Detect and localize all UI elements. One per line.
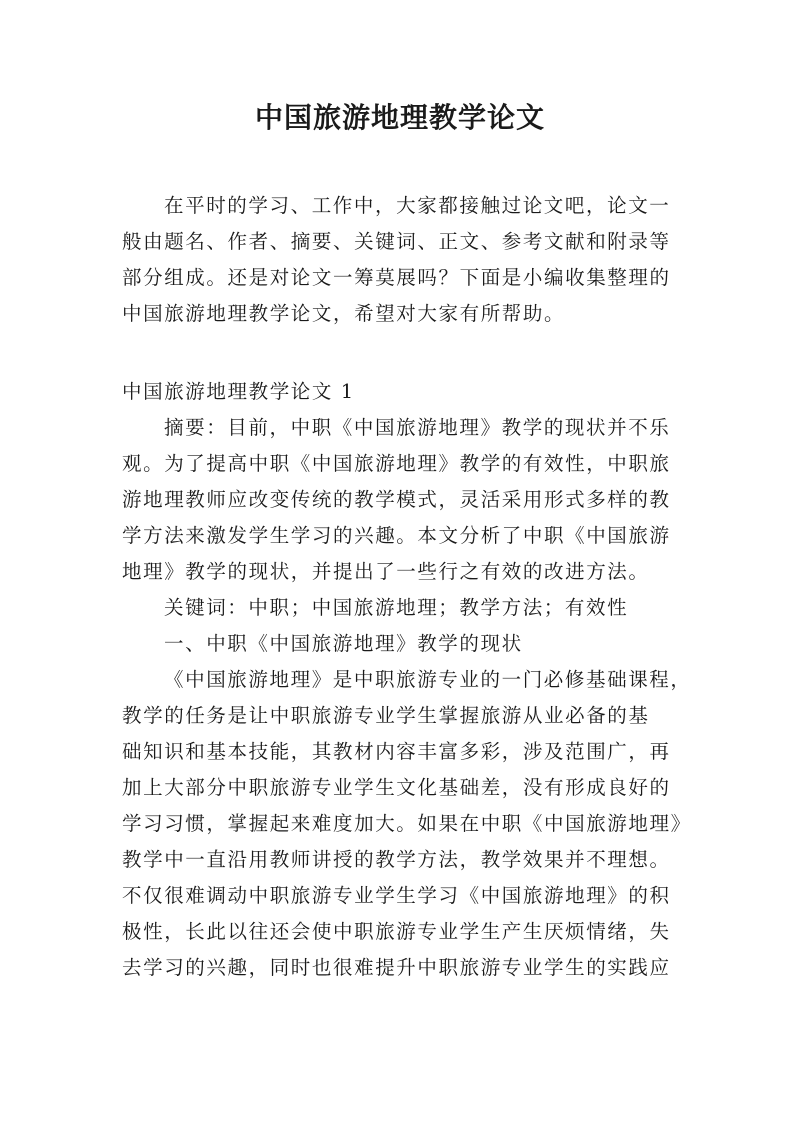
body-line: 加上大部分中职旅游专业学生文化基础差，没有形成良好的 [122,776,671,799]
intro-line: 般由题名、作者、摘要、关键词、正文、参考文献和附录等 [122,230,671,253]
abstract-line: 地理》教学的现状，并提出了一些行之有效的改进方法。 [122,560,650,583]
body-line: 《中国旅游地理》是中职旅游专业的一门必修基础课程， [164,668,692,691]
body-line: 极性，长此以往还会使中职旅游专业学生产生厌烦情绪，失 [122,920,671,943]
page-title: 中国旅游地理教学论文 [254,101,545,134]
body-line: 础知识和基本技能，其教材内容丰富多彩，涉及范围广，再 [122,740,671,763]
intro-line: 在平时的学习、工作中，大家都接触过论文吧，论文一 [164,194,671,217]
intro-paragraph [122,188,682,332]
body-line: 教学中一直沿用教师讲授的教学方法，教学效果并不理想。 [122,848,671,871]
essay-section [122,374,692,986]
subheading: 一、中职《中国旅游地理》教学的现状 [164,632,523,655]
abstract-line: 摘要：目前，中职《中国旅游地理》教学的现状并不乐 [164,416,671,439]
abstract-line: 游地理教师应改变传统的教学模式，灵活采用形式多样的教 [122,488,671,511]
section-heading: 中国旅游地理教学论文 1 [122,380,355,403]
body-line: 学习习惯，掌握起来难度加大。如果在中职《中国旅游地理》 [122,812,692,835]
body-line: 教学的任务是让中职旅游专业学生掌握旅游从业必备的基 [122,704,650,727]
body-line: 去学习的兴趣，同时也很难提升中职旅游专业学生的实践应 [122,956,671,979]
body-line: 不仅很难调动中职旅游专业学生学习《中国旅游地理》的积 [122,884,671,907]
intro-line: 中国旅游地理教学论文，希望对大家有所帮助。 [122,302,566,325]
keywords-line: 关键词：中职；中国旅游地理；教学方法；有效性 [164,596,629,619]
intro-line: 部分组成。还是对论文一筹莫展吗？下面是小编收集整理的 [122,266,671,289]
abstract-line: 学方法来激发学生学习的兴趣。本文分析了中职《中国旅游 [122,524,671,547]
abstract-line: 观。为了提高中职《中国旅游地理》教学的有效性，中职旅 [122,452,671,475]
